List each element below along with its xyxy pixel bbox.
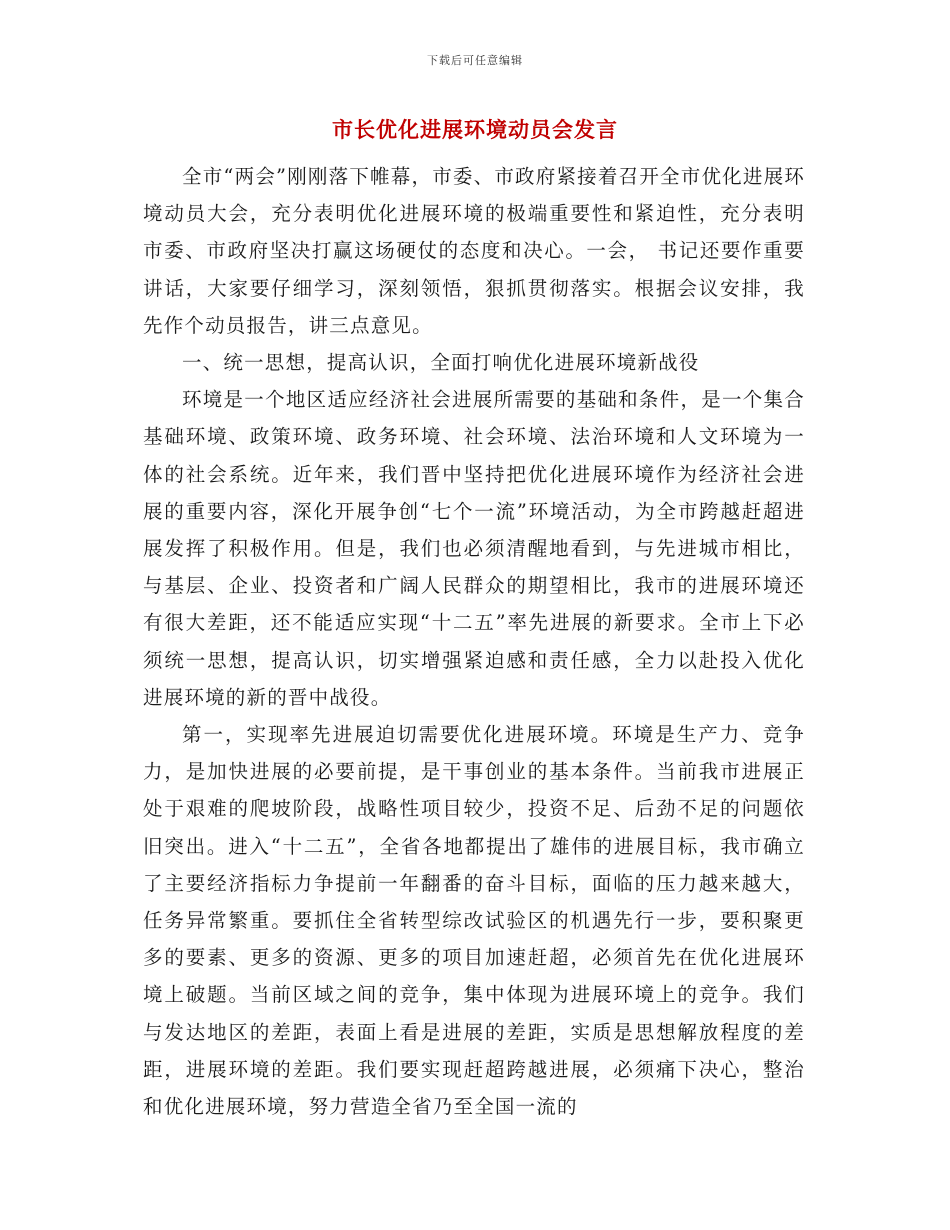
paragraph-first-point: 第一，实现率先进展迫切需要优化进展环境。环境是生产力、竞争力，是加快进展的必要前提，是干事创业的基本条件。当前我市进展正处于艰难的爬坡阶段，战略性项目较少，投资不足、后劲不足的问题依旧突出。进入“十二五”，全省各地都提出了雄伟的进展目标，我市确立了主要经济指标力争提前一年翻番的奋斗目标，面临的压力越来越大，任务异常繁重。要抓住全省转型综改试验区的机遇先行一步，要积聚更多的要素、更多的资源、更多的项目加速赶超，必须首先在优化进展环境上破题。当前区域之间的竞争，集中体现为进展环境上的竞争。我们与发达地区的差距，表面上看是进展的差距，实质是思想解放程度的差距，进展环境的差距。我们要实现赶超跨越进展，必须痛下决心，整治和优化进展环境，努力营造全省乃至全国一流的	[143, 723, 805, 1119]
paragraph-intro: 全市“两会”刚刚落下帷幕，市委、市政府紧接着召开全市优化进展环境动员大会，充分表明优化进展环境的极端重要性和紧迫性，充分表明市委、市政府坚决打赢这场硬仗的态度和决心。一会， 书记还要作重要讲话，大家要仔细学习，深刻领悟，狠抓贯彻落实。根据会议安排，我先作个动员报告，讲三点意见。	[143, 165, 805, 337]
section-heading: 一、统一思想，提高认识，全面打响优化进展环境新战役	[182, 351, 700, 375]
document-title: 市长优化进展环境动员会发言	[332, 117, 618, 142]
header-note: 下载后可任意编辑	[427, 54, 523, 67]
document-body	[143, 158, 805, 1125]
paragraph-environment: 环境是一个地区适应经济社会进展所需要的基础和条件，是一个集合基础环境、政策环境、政务环境、社会环境、法治环境和人文环境为一体的社会系统。近年来，我们晋中坚持把优化进展环境作为经济社会进展的重要内容，深化开展争创“七个一流”环境活动，为全市跨越赶超进展发挥了积极作用。但是，我们也必须清醒地看到，与先进城市相比，与基层、企业、投资者和广阔人民群众的期望相比，我市的进展环境还有很大差距，还不能适应实现“十二五”率先进展的新要求。全市上下必须统一思想，提高认识，切实增强紧迫感和责任感，全力以赴投入优化进展环境的新的晋中战役。	[143, 388, 805, 709]
